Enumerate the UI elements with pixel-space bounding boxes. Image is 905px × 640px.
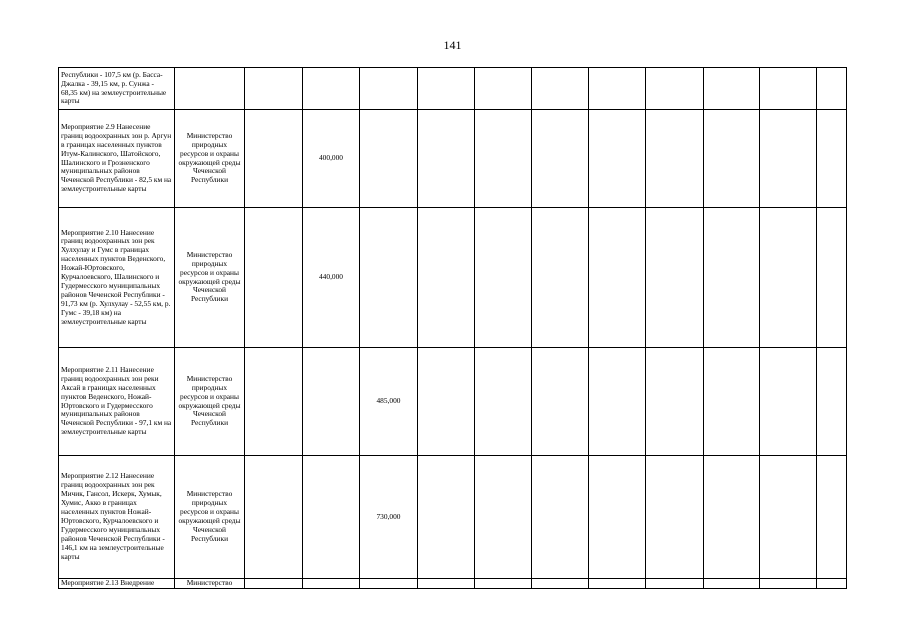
funding-value-cell: 400,000 bbox=[303, 110, 360, 208]
funding-value-cell bbox=[704, 208, 760, 348]
funding-value-cell bbox=[817, 348, 847, 456]
funding-value-cell bbox=[646, 68, 704, 110]
funding-value-cell bbox=[589, 208, 646, 348]
funding-value-cell bbox=[760, 456, 817, 579]
responsible-org-cell: Министерство природных ресурсов и охраны окружающей среды Чеченской Республики bbox=[175, 456, 245, 579]
responsible-org-cell: Министерство природных ресурсов и охраны окружающей среды Чеченской Республики bbox=[175, 110, 245, 208]
funding-value-cell bbox=[817, 579, 847, 589]
funding-value-cell bbox=[817, 110, 847, 208]
funding-value-cell bbox=[532, 208, 589, 348]
page-number: 141 bbox=[443, 38, 462, 52]
table-row bbox=[59, 456, 847, 579]
funding-value-cell bbox=[646, 456, 704, 579]
funding-value-cell: 485,000 bbox=[360, 348, 418, 456]
responsible-org-cell: Министерство природных ресурсов и охраны окружающей среды Чеченской Республики bbox=[175, 208, 245, 348]
funding-value-cell bbox=[589, 348, 646, 456]
funding-value-cell bbox=[418, 208, 475, 348]
funding-value-cell bbox=[360, 208, 418, 348]
program-measures-table bbox=[58, 67, 847, 589]
measure-name-cell: Мероприятие 2.10 Нанесение границ водоохранных зон рек Хулхулау и Гумс в границах населенных пунктов Веденского, Ножай-Юртовского, Курчалоевского, Шалинского и Гудермесского муниципальных районов Чеченской Республики - 91,73 км (р. Хулхулау - 52,55 км, р. Гумс - 39,18 км) на землеустроительные карты bbox=[59, 208, 175, 348]
funding-value-cell bbox=[532, 68, 589, 110]
funding-value-cell bbox=[704, 456, 760, 579]
funding-value-cell bbox=[589, 579, 646, 589]
funding-value-cell bbox=[817, 456, 847, 579]
funding-value-cell bbox=[704, 348, 760, 456]
funding-value-cell bbox=[589, 68, 646, 110]
funding-value-cell bbox=[475, 68, 532, 110]
funding-value-cell bbox=[303, 456, 360, 579]
funding-value-cell bbox=[418, 68, 475, 110]
table-row bbox=[59, 348, 847, 456]
funding-value-cell bbox=[760, 579, 817, 589]
funding-value-cell bbox=[418, 348, 475, 456]
measure-name-cell: Мероприятие 2.12 Нанесение границ водоохранных зон рек Мичик, Гансол, Искерк, Хумык, Хумис, Акко в границах населенных пунктов Ножай-Юртовского, Курчалоевского и Гудермесского муниципальных районов Чеченской Республики - 146,1 км на землеустроительные карты bbox=[59, 456, 175, 579]
table-row bbox=[59, 579, 847, 589]
funding-value-cell bbox=[704, 68, 760, 110]
funding-value-cell bbox=[646, 110, 704, 208]
funding-value-cell: 440,000 bbox=[303, 208, 360, 348]
funding-value-cell bbox=[646, 208, 704, 348]
funding-value-cell bbox=[245, 579, 303, 589]
funding-value-cell bbox=[245, 110, 303, 208]
measure-name-cell: Республики - 107,5 км (р. Басса-Джалка - 39,15 км, р. Сунжа - 68,35 км) на землеустроительные карты bbox=[59, 68, 175, 110]
funding-value-cell bbox=[589, 456, 646, 579]
funding-value-cell bbox=[646, 348, 704, 456]
measure-name-cell: Мероприятие 2.13 Внедрение bbox=[59, 579, 175, 589]
funding-value-cell bbox=[418, 579, 475, 589]
funding-value-cell bbox=[475, 110, 532, 208]
funding-value-cell bbox=[760, 208, 817, 348]
funding-value-cell bbox=[532, 110, 589, 208]
funding-value-cell bbox=[245, 208, 303, 348]
measure-name-cell: Мероприятие 2.11 Нанесение границ водоохранных зон реки Аксай в границах населенных пунктов Веденского, Ножай-Юртовского и Гудермесского муниципальных районов Чеченской Республики - 97,1 км на землеустроительные карты bbox=[59, 348, 175, 456]
funding-value-cell bbox=[245, 68, 303, 110]
funding-value-cell bbox=[760, 110, 817, 208]
funding-value-cell bbox=[475, 579, 532, 589]
funding-value-cell bbox=[704, 579, 760, 589]
measure-name-cell: Мероприятие 2.9 Нанесение границ водоохранных зон р. Аргун в границах населенных пунктов Итум-Калинского, Шатойского, Шалинского и Грозненского муниципальных районов Чеченской Республики - 82,5 км на землеустроительные карты bbox=[59, 110, 175, 208]
funding-value-cell bbox=[532, 456, 589, 579]
funding-value-cell bbox=[418, 110, 475, 208]
funding-value-cell bbox=[418, 456, 475, 579]
funding-value-cell bbox=[589, 110, 646, 208]
table-row bbox=[59, 208, 847, 348]
funding-value-cell bbox=[475, 456, 532, 579]
funding-value-cell bbox=[646, 579, 704, 589]
funding-value-cell bbox=[532, 579, 589, 589]
funding-value-cell bbox=[360, 579, 418, 589]
funding-value-cell bbox=[245, 456, 303, 579]
table-row bbox=[59, 110, 847, 208]
funding-value-cell bbox=[760, 68, 817, 110]
funding-value-cell bbox=[303, 579, 360, 589]
funding-value-cell bbox=[360, 68, 418, 110]
table-row bbox=[59, 68, 847, 110]
funding-value-cell bbox=[475, 208, 532, 348]
funding-value-cell bbox=[760, 348, 817, 456]
funding-value-cell bbox=[817, 68, 847, 110]
funding-value-cell bbox=[532, 348, 589, 456]
funding-value-cell bbox=[704, 110, 760, 208]
funding-value-cell bbox=[303, 68, 360, 110]
funding-value-cell bbox=[303, 348, 360, 456]
funding-value-cell: 730,000 bbox=[360, 456, 418, 579]
responsible-org-cell bbox=[175, 68, 245, 110]
responsible-org-cell: Министерство bbox=[175, 579, 245, 589]
funding-value-cell bbox=[360, 110, 418, 208]
funding-value-cell bbox=[245, 348, 303, 456]
funding-value-cell bbox=[475, 348, 532, 456]
responsible-org-cell: Министерство природных ресурсов и охраны окружающей среды Чеченской Республики bbox=[175, 348, 245, 456]
funding-value-cell bbox=[817, 208, 847, 348]
